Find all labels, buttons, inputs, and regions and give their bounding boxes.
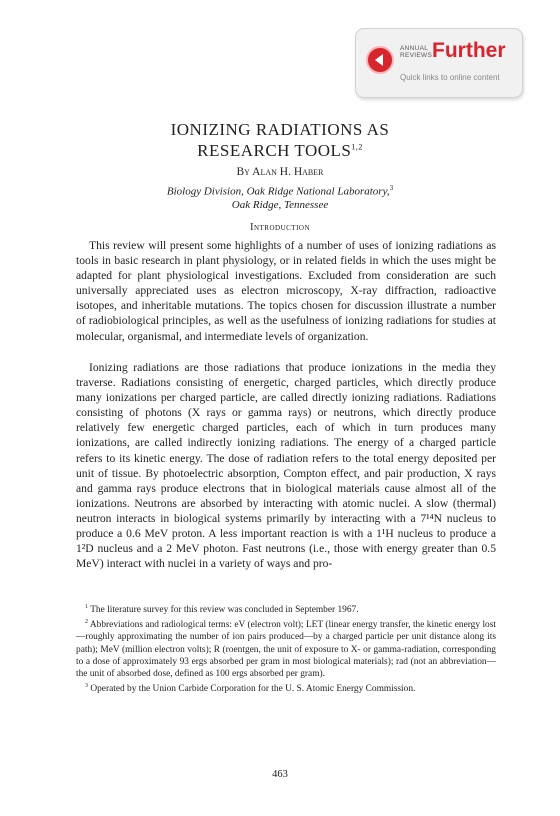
badge-publisher: ANNUAL REVIEWS: [400, 45, 433, 59]
section-heading: Introduction: [249, 222, 311, 233]
page-number: 463: [272, 769, 288, 780]
body-paragraph-1: This review will present some highlights of a number of uses of ionizing radiations as tools in basic research in plant physiology, or in related fields in which the uses might be adapted for plant physiological investigations. Excluded from consideration are such universally appreciated uses as electron microscopy, X-ray diffraction, radioactive isotopes, and inheritable mutations. The topics chosen for discussion illustrate a number of radiobiological principles, as well as the usefulness of ionizing radiations for studies at molecular, organismal, and intermediate levels of organization.: [76, 239, 496, 343]
article-title-line2: RESEARCH TOOLS$^{1,2}$: [197, 141, 363, 160]
affiliation-line2: Oak Ridge, Tennessee: [231, 199, 329, 211]
footnotes: [76, 601, 496, 695]
article-title-line1: IONIZING RADIATIONS AS: [170, 120, 390, 139]
footnote-3: $^3$ Operated by the Union Carbide Corporation for the U. S. Atomic Energy Commission.: [85, 682, 416, 694]
footnote-2: $^2$ Abbreviations and radiological terms: eV (electron volt); LET (linear energy transfer, the kinetic energy lost—roughly approximating the number of ion pairs produced—by a charged particle per unit distance along its path); MeV (million electron volts); R (roentgen, the unit of exposure to X- or gamma-radiation, corresponding to a dose of approximately 93 ergs absorbed per gram in most biological materials); rad (not an abbreviation—the unit of absorbed dose, defined as 100 ergs absorbed per gram).: [76, 619, 496, 679]
affiliation-line1: Biology Division, Oak Ridge National Laboratory,$^3$: [166, 184, 394, 198]
footnote-1: $^1$ The literature survey for this review was concluded in September 1967.: [85, 604, 359, 616]
title-footnote-marks: 1,2: [351, 142, 363, 152]
body-paragraph-2: Ionizing radiations are those radiations that produce ionizations in the media they traverse. Radiations consisting of energetic, charged particles, which directly produce many ionizations per charged particle, are called directly ionizing radiations. Radiations consisting of photons (X rays or gamma rays) or neutrons, which directly produce relatively few energetic charged particles, each of which in turn produces many ionizations, are called indirectly ionizing radiations. The energy of a charged particle refers to its kinetic energy. The dose of radiation refers to the total energy deposited per unit of tissue. By photoelectric absorption, Compton effect, and pair production, X rays and gamma rays produce electrons that in biological materials cause almost all of the ionizations. Neutrons are absorbed by interacting with atomic nuclei. A slow (thermal) neutron interacts in biological systems primarily by interacting with a 7¹⁴N nucleus to produce a 0.6 MeV proton. A less important reaction is with a 1¹H nucleus to produce a 1²D nucleus and a 2 MeV photon. Fast neutrons (i.e., those with energy greater than 0.5 MeV) interact with nuclei in a variety of ways and pro-: [76, 361, 496, 571]
annual-reviews-logo-icon: [366, 46, 394, 74]
badge-subtitle: Quick links to online content: [400, 73, 500, 82]
badge-further-label: Further: [432, 39, 506, 62]
further-badge[interactable]: [355, 28, 523, 98]
author: By Alan H. Haber: [236, 166, 324, 178]
